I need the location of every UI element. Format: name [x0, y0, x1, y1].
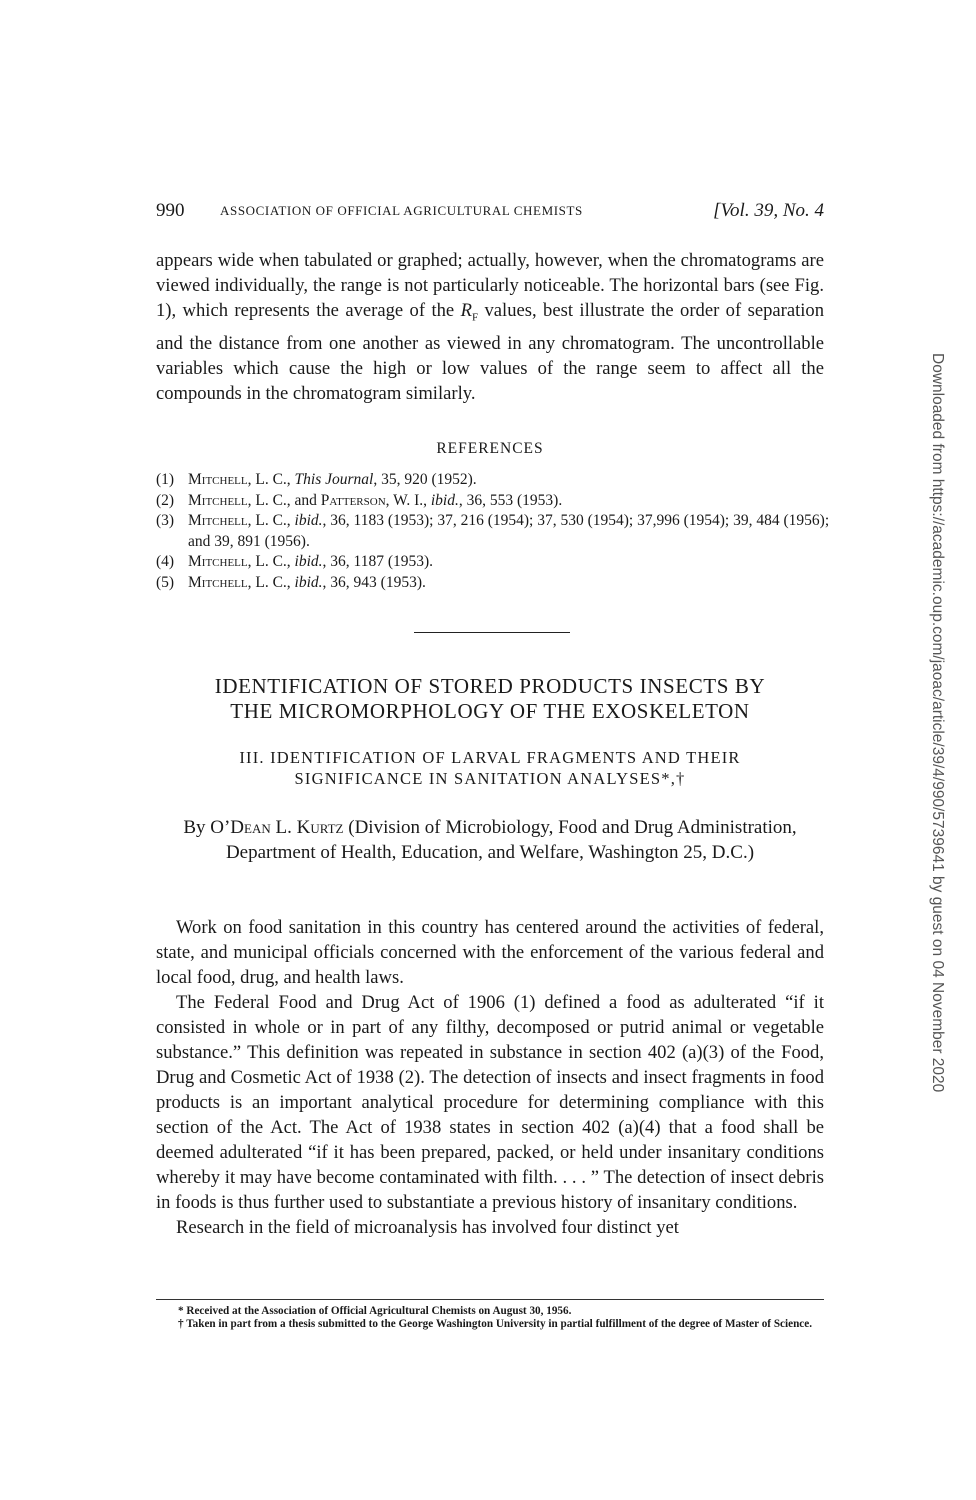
- reference-source: ibid.: [294, 553, 323, 570]
- rf-symbol: R: [460, 300, 472, 321]
- intro-text-1: appears wide when tabulated or graphed; actually, however, when the chromatograms are viewed individually, the range is not particularly noticeable. The horizontal bars (see Fig. 1), which represents the average of the: [156, 250, 824, 321]
- reference-author: Mitchell: [188, 491, 248, 509]
- reference-source: ibid.: [294, 573, 323, 591]
- article-title-line: THE MICROMORPHOLOGY OF THE EXOSKELETON: [230, 699, 750, 723]
- reference-initials: , L. C.,: [247, 573, 295, 591]
- reference-source: ibid.: [430, 491, 459, 509]
- article-subtitle-line: III. IDENTIFICATION OF LARVAL FRAGMENTS AND THEIR: [239, 748, 741, 767]
- reference-author: Patterson: [320, 491, 386, 509]
- reference-source: This Journal: [294, 471, 374, 488]
- reference-author: Mitchell: [188, 573, 248, 591]
- reference-initials: , L. C., and: [247, 491, 321, 509]
- reference-initials: , L. C.,: [247, 553, 295, 570]
- reference-number: (2): [156, 491, 175, 509]
- reference-author: Mitchell: [188, 512, 248, 529]
- reference-item: [156, 511, 836, 552]
- article-title: [156, 674, 824, 724]
- reference-author: Mitchell: [188, 471, 248, 488]
- reference-item: [156, 573, 836, 594]
- reference-number: (5): [156, 573, 175, 591]
- rf-subscript: F: [471, 311, 479, 324]
- body-paragraph: Research in the field of microanalysis has involved four distinct yet: [176, 1217, 679, 1238]
- footnote: † Taken in part from a thesis submitted to the George Washington University in partial fulfillment of the degree of Master of Science.: [178, 1317, 813, 1330]
- download-watermark: [927, 353, 947, 1153]
- section-divider: [414, 632, 570, 633]
- intro-text-2: values, best illustrate the order of separation and the distance from one another as viewed in any chromatogram. The uncontrollable variables which cause the high or low values of the range seem to affect all the compounds in the chromatogram similarly.: [156, 300, 824, 404]
- page-number: 990: [156, 200, 185, 221]
- footnote-divider: [156, 1299, 824, 1300]
- reference-number: (1): [156, 471, 175, 488]
- reference-details: , 36, 1183 (1953); 37, 216 (1954); 37, 530 (1954); 37,996 (1954); 39, 484 (1956); and 39, 891 (1956).: [188, 512, 830, 550]
- author-initial: L.: [270, 817, 297, 838]
- author-affiliation: (Division of Microbiology, Food and Drug Administration, Department of Health, Education, and Welfare, Washington 25, D.C.): [225, 817, 797, 863]
- reference-item: [156, 552, 836, 573]
- reference-number: (4): [156, 553, 175, 570]
- reference-initials: , W. I.,: [385, 491, 431, 509]
- article-subtitle-line: SIGNIFICANCE IN SANITATION ANALYSES*,†: [294, 769, 686, 788]
- article-title-line: IDENTIFICATION OF STORED PRODUCTS INSECTS BY: [214, 674, 766, 698]
- reference-item: [156, 470, 836, 491]
- author-byline: [156, 815, 824, 865]
- reference-details: , 35, 920 (1952).: [373, 471, 477, 488]
- article-subtitle: [156, 747, 824, 789]
- reference-number: (3): [156, 512, 175, 529]
- body-paragraph: The Federal Food and Drug Act of 1906 (1) defined a food as adulterated “if it consisted in whole or in part of any filthy, decomposed or putrid animal or vegetable substance.” This definition was repeated in substance in section 402 (a)(3) of the Food, Drug and Cosmetic Act of 1938 (2). The detection of insects and insect fragments in food products is an important analytical procedure for determining compliance with this section of the Act. The Act of 1938 states in section 402 (a)(4) that a food shall be deemed adulterated “if it has been prepared, packed, or held under insanitary conditions whereby it may have become contaminated with filth. . . . ” The detection of insect debris in foods is thus further used to substantiate a previous history of insanitary conditions.: [156, 992, 824, 1213]
- body-paragraph: Work on food sanitation in this country has centered around the activities of federal, state, and municipal officials concerned with the enforcement of the various federal and local food, drug, and health laws.: [156, 917, 824, 988]
- reference-initials: , L. C.,: [247, 471, 295, 488]
- article-body: [156, 915, 824, 1240]
- author-first-name: Dean: [230, 817, 271, 838]
- reference-details: , 36, 943 (1953).: [322, 573, 426, 591]
- footnotes: [156, 1305, 824, 1330]
- reference-item: [156, 491, 836, 512]
- volume-issue: [Vol. 39, No. 4: [713, 200, 824, 221]
- reference-details: , 36, 1187 (1953).: [322, 553, 434, 570]
- byline-by: By O’: [183, 817, 231, 838]
- footnote: * Received at the Association of Official Agricultural Chemists on August 30, 1956.: [178, 1305, 572, 1317]
- journal-name: ASSOCIATION OF OFFICIAL AGRICULTURAL CHEMISTS: [220, 203, 583, 218]
- reference-source: ibid.: [294, 512, 323, 529]
- author-last-name: Kurtz: [296, 817, 344, 838]
- reference-initials: , L. C.,: [247, 512, 295, 529]
- references-heading: REFERENCES: [436, 440, 544, 457]
- page-header: [156, 200, 824, 226]
- references-list: [156, 470, 836, 593]
- download-watermark-text: Downloaded from https://academic.oup.com/jaoac/article/39/4/990/5739641 by guest on 04 November 2020: [929, 353, 946, 1093]
- reference-author: Mitchell: [188, 553, 248, 570]
- reference-details: , 36, 553 (1953).: [458, 491, 563, 509]
- intro-paragraph: [156, 248, 824, 406]
